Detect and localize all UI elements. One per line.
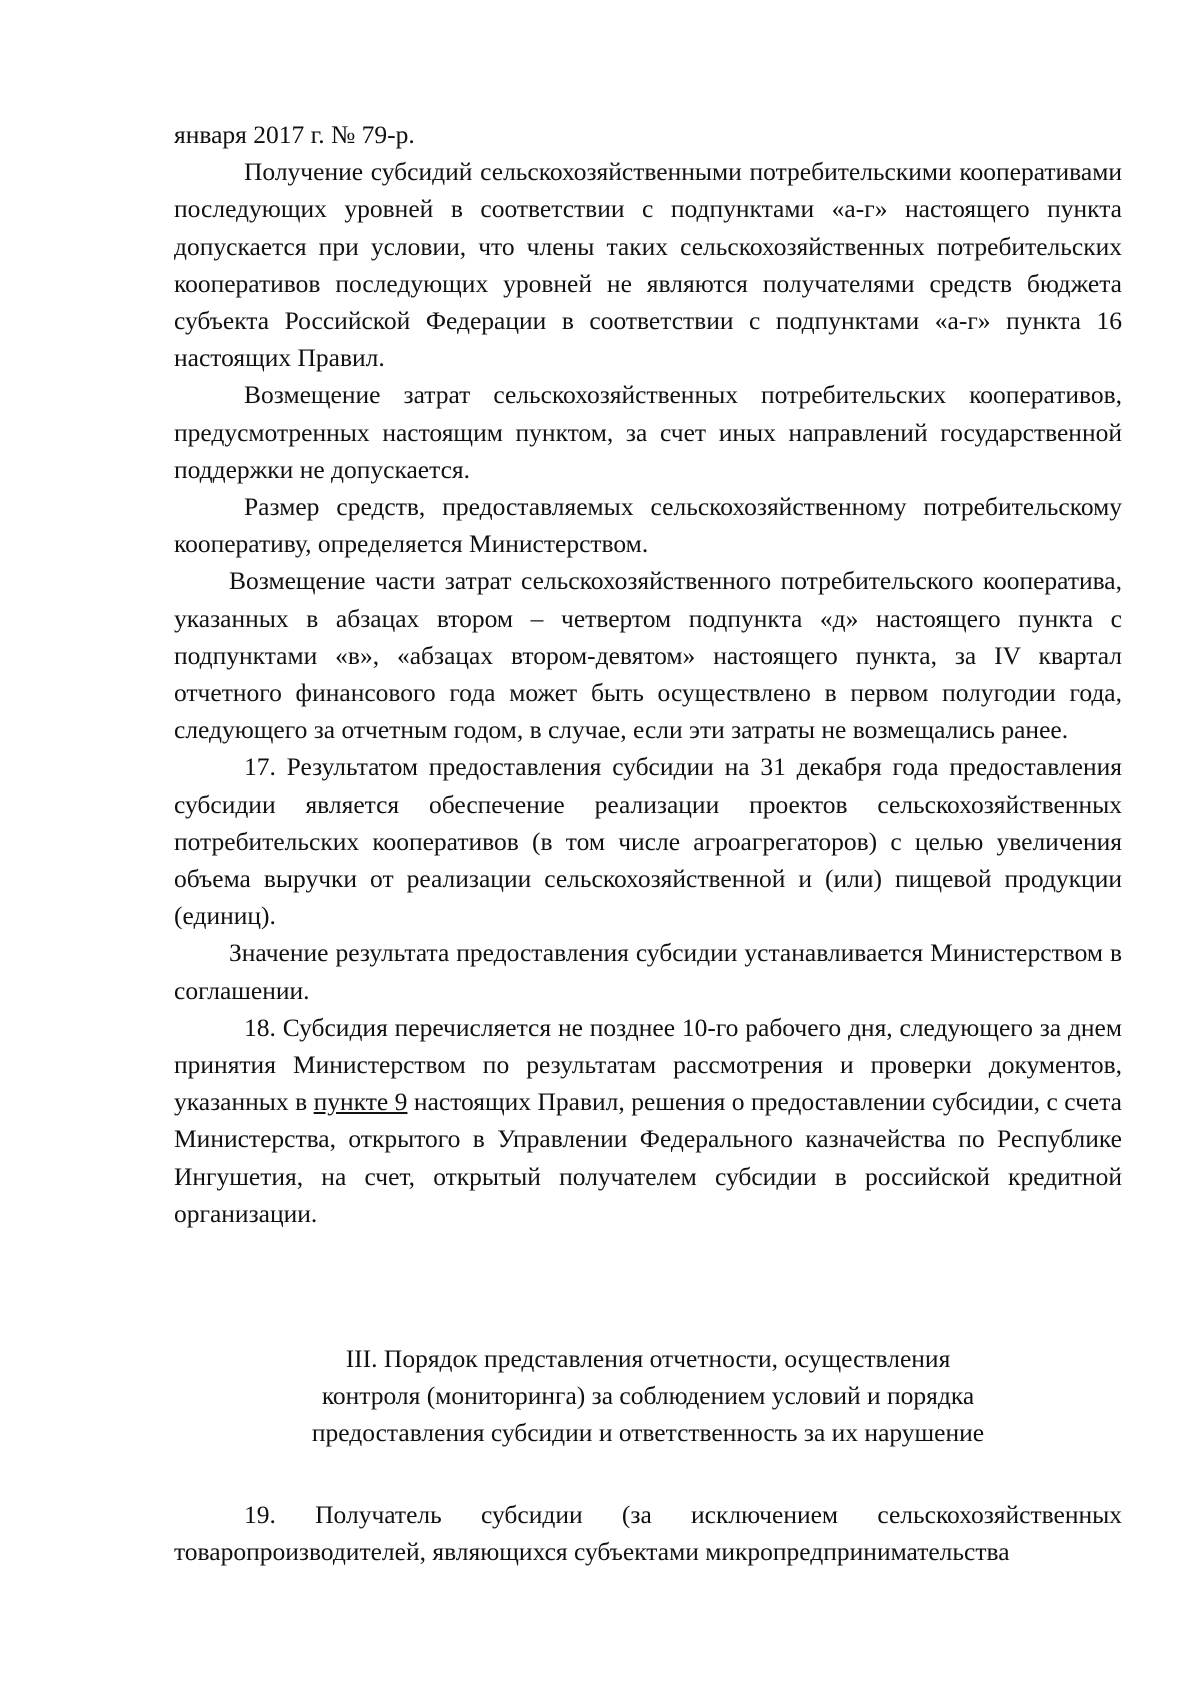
- paragraph-date-reference: января 2017 г. № 79-р.: [174, 120, 415, 149]
- paragraph-partial-reimbursement: Возмещение части затрат сельскохозяйственного потребительского кооператива, указанных в абзацах втором – четвертом подпункта «д» настоящего пункта с подпунктами «в», «абзацах втором-девятом» настоящего пункта, за IV квартал отчетного финансового года может быть осуществлено в первом полугодии года, следующего за отчетным годом, в случае, если эти затраты не возмещались ранее.: [174, 566, 1122, 745]
- section-heading-line-3: предоставления субсидии и ответственность за их нарушение: [311, 1418, 985, 1447]
- section-heading: [174, 1340, 1122, 1451]
- paragraph-19-recipient: 19. Получатель субсидии (за исключением сельскохозяйственных товаропроизводителей, являющихся субъектами микропредпринимательства: [174, 1500, 1122, 1567]
- section-heading-line-1: III. Порядок представления отчетности, осуществления: [345, 1344, 951, 1373]
- paragraph-17-result: 17. Результатом предоставления субсидии на 31 декабря года предоставления субсидии является обеспечение реализации проектов сельскохозяйственных потребительских кооперативов (в том числе агроагрегаторов) с целью увеличения объема выручки от реализации сельскохозяйственной и (или) пищевой продукции (единиц).: [174, 752, 1122, 931]
- section-heading-line-2: контроля (мониторинга) за соблюдением условий и порядка: [321, 1381, 975, 1410]
- paragraph-result-value: Значение результата предоставления субсидии устанавливается Министерством в соглашении.: [174, 938, 1122, 1005]
- point-9-link[interactable]: пункте 9: [313, 1087, 408, 1117]
- paragraph-subsidy-conditions: Получение субсидий сельскохозяйственными потребительскими кооперативами последующих уровней в соответствии с подпунктами «а-г» настоящего пункта допускается при условии, что члены таких сельскохозяйственных потребительских кооперативов последующих уровней не являются получателями средств бюджета субъекта Российской Федерации в соответствии с подпунктами «а-г» пункта 16 настоящих Правил.: [174, 157, 1122, 373]
- paragraph-18-text-start: 18. Субсидия перечисляется не позднее 10-го рабочего дня, следующего за днем принятия Министерством по результатам рассмотрения и проверки документов, указанных в: [174, 1012, 1122, 1117]
- paragraph-18-text-end: настоящих Правил, решения о предоставлении субсидии, с счета Министерства, открытого в Управлении Федерального казначейства по Республике Ингушетия, на счет, открытый получателем субсидии в российской кредитной организации.: [174, 1087, 1122, 1228]
- paragraph-18-transfer: [174, 1009, 1122, 1232]
- document-body-continued: [174, 1496, 1122, 1570]
- paragraph-funds-amount: Размер средств, предоставляемых сельскохозяйственному потребительскому кооперативу, определяется Министерством.: [174, 492, 1122, 559]
- paragraph-cost-reimbursement: Возмещение затрат сельскохозяйственных потребительских кооперативов, предусмотренных настоящим пунктом, за счет иных направлений государственной поддержки не допускается.: [174, 380, 1122, 484]
- document-body: [174, 116, 1122, 1232]
